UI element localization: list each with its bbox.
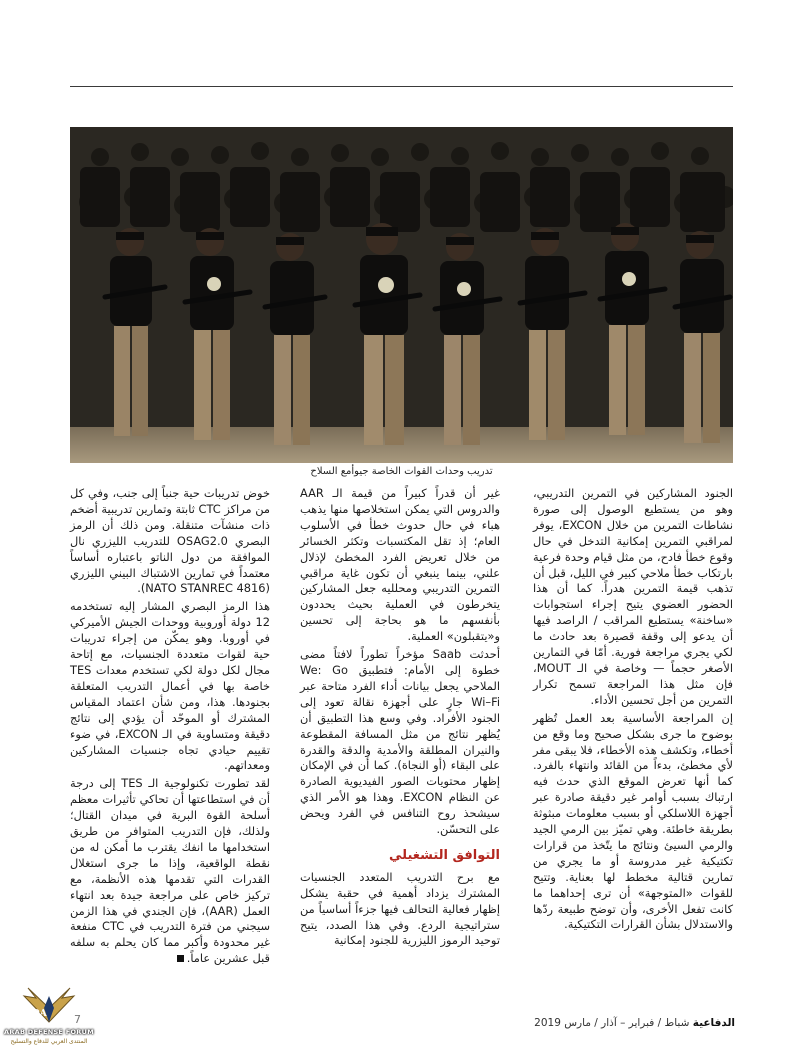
paragraph: هذا الرمز البصري المشار إليه تستخدمه 12 دولة أوروبية ووحدات الجيش الأميركي في أوروبا. وهو يمكّن من إجراء تدريبات حية لقوات متعددة الجنسيات، مع إتاحة مجال لكل دولة لكي تستخدم معدات TES خاصة بها في أعمال التدريب المتعلقة بجنودها. هذا، ومن شأن اعتماد المقياس المشترك أو الموحّد أن يؤدي إلى نتائج دقيقة ومتساوية في الـ EXCON، في ضوء تقييم حيادي تجاه جنسيات المشاركين ومعداتهم. xyxy=(70,599,270,773)
photo-illustration xyxy=(70,127,733,463)
paragraph: مع برح التدريب المتعدد الجنسيات المشترك يزداد أهمية في حقبة يشكل إظهار فعالية التحالف فيها جزءاً أساسياً من ستراتيجية الردع. وفي هذا الصدد، يتيح توحيد الرموز الليزرية للجنود إمكانية xyxy=(300,869,500,948)
paragraph: إن المراجعة الأساسية بعد العمل تُظهر بوضوح ما جرى بشكل صحيح وما وقع من أخطاء، وتكشف هذه الأخطاء، فلا يبقى مفر لأي مخطئ، بدءاً من القائد وانتهاء بالفرد. كما أنها تعرض الموقع الذي حدث فيه ارتباك بسبب أوامر غير دقيقة صادرة عبر أجهزة اللاسلكي أو بسبب معلومات مبثوثة بطريقة خاطئة. وهي تميّز بين الرمي الجيد والرمي السيئ ونتائج ما يتّخذ من قرارات تكتيكية غير مدروسة أو ما يجري من تمارين قتالية مخطط لها بعناية. وتتيح للقوات «المتوجهة» أن ترى إحداهما ما كانت تفعل الأخرى، وأن توضح طبيعة ردّها والاستدلال بشأن القرارات التكتيكية. xyxy=(533,710,733,932)
soldiers-photo xyxy=(70,127,733,463)
section-heading: التوافق التشغيلي xyxy=(389,847,500,863)
paragraph-final-text: لقد تطورت تكنولوجية الـ TES إلى درجة أن في استطاعتها أن تحاكي تأثيرات معظم أسلحة القوة البرية في ميدان القتال؛ ولذلك، فإن التدريب المتوافر من طريق استخدامها ما انفك يقترب ما أمكن له من نقطة الواقعية، وإذا ما جرى استغلال القدرات التي تقدمها هذه الأنظمة، مع تركيز خاص على مراجعة جيدة بعد انتهاء العمل (AAR)، فإن الجندي في هذا الزمن سيجني من فترة التدريب في CTC منفعة غير محدودة وأكبر مما كان يحلم به سلفه قبل عشرين عاماً. xyxy=(70,776,271,966)
logo-abbreviation: DA xyxy=(32,1009,47,1019)
wings-emblem-icon xyxy=(4,982,94,1032)
paragraph: غير أن قدراً كبيراً من قيمة الـ AAR والدروس التي يمكن استخلاصها منها يذهب هباء في حال حدوث خطأ في الأسلوب العام؛ إذ تقل المكتسبات وتكثر الخسائر من خلال تعريض الفرد المخطئ لإذلال علني، بينما ينبغي أن تكون غاية مراقبي التمرين التدريبي ومحلليه جعل المشاركين يتخرطون في العملية بحيث يحددون بأنفسهم ما هو بحاجة إلى تحسين و«يتقبلون» العملية. xyxy=(300,486,500,644)
column-right xyxy=(533,486,733,935)
issue-date: شباط / فبراير – آذار / مارس 2019 xyxy=(534,1017,690,1029)
page-footer xyxy=(534,1017,735,1029)
logo-name-ar: المنتدى العربي للدفاع والتسليح xyxy=(10,1038,88,1045)
top-rule xyxy=(70,86,733,87)
page-number: 7 xyxy=(74,1013,81,1026)
arab-defense-forum-logo xyxy=(4,982,94,1052)
paragraph: أحدثت Saab مؤخراً تطوراً لافتاً مضى خطوة إلى الأمام: فتطبيق We: Go الملاحي يجعل بيانات أداء الفرد متاحة عبر Wi–Fi جارٍ على أجهزة نقالة تعود إلى الجنود الأفراد. وفي وسع هذا التطبيق أن يُظهر نتائج من مثل المسافة المقطوعة والنيران المطلقة والأمدية والدقة والقدرة على البقاء (أو النجاة). كما أن في الإمكان إظهار محتويات الصور الفيديوية الصادرة عن النظام EXCON. وهذا هو الأمر الذي سيشحذ روح التنافس في الفرد ويحض على التحسّن. xyxy=(300,647,501,837)
paragraph: خوض تدريبات حية جنباً إلى جنب، وفي كل من مراكز CTC ثابتة وتمارين تدريبية أضخم ذات منشآت متنقلة. ومن ذلك أن الرمز البصري OSAG2.0 للتدريب الليزري نال الموافقة من دول الناتو باعتباره أساساً معتمداً في تمارين الاشتباك البيني الليزري (NATO STANREC 4816). xyxy=(70,486,270,596)
column-left xyxy=(70,486,270,969)
end-of-article-icon xyxy=(177,955,184,962)
photo-caption: تدريب وحدات القوات الخاصة جيوأمع السلاح xyxy=(310,466,493,477)
column-middle xyxy=(300,486,500,951)
logo-name-en: ARAB DEFENSE FORUM xyxy=(4,1028,94,1036)
paragraph: الجنود المشاركين في التمرين التدريبي، وهو من يستطيع الوصول إلى صورة نشاطات التمرين من خلال EXCON، يوفر لمراقبي التمرين إمكانية التدخل في حال وقوع خطأ فادح، من مثل قيام وحدة فرعية بارتكاب خطأ ملاحي كبير في الليل، قبل أن تذهب قيمة التمرين هدراً. كما أن هذا الحضور العضوي يتيح إجراء استجوابات «ساخنة» يستطيع المراقب / الراصد فيها أن يدعو إلى وقفة قصيرة بعد حادث ما لكي يجري مراجعة فورية. أمّا في التمارين الأصغر حجماً — وخاصة في الـ MOUT، فإن مثل هذا المراجعة تسمح تكرار التمرين من أجل تحسين الأداء. xyxy=(533,486,733,707)
magazine-name: الدفاعية xyxy=(692,1017,735,1029)
paragraph-final xyxy=(70,776,270,967)
